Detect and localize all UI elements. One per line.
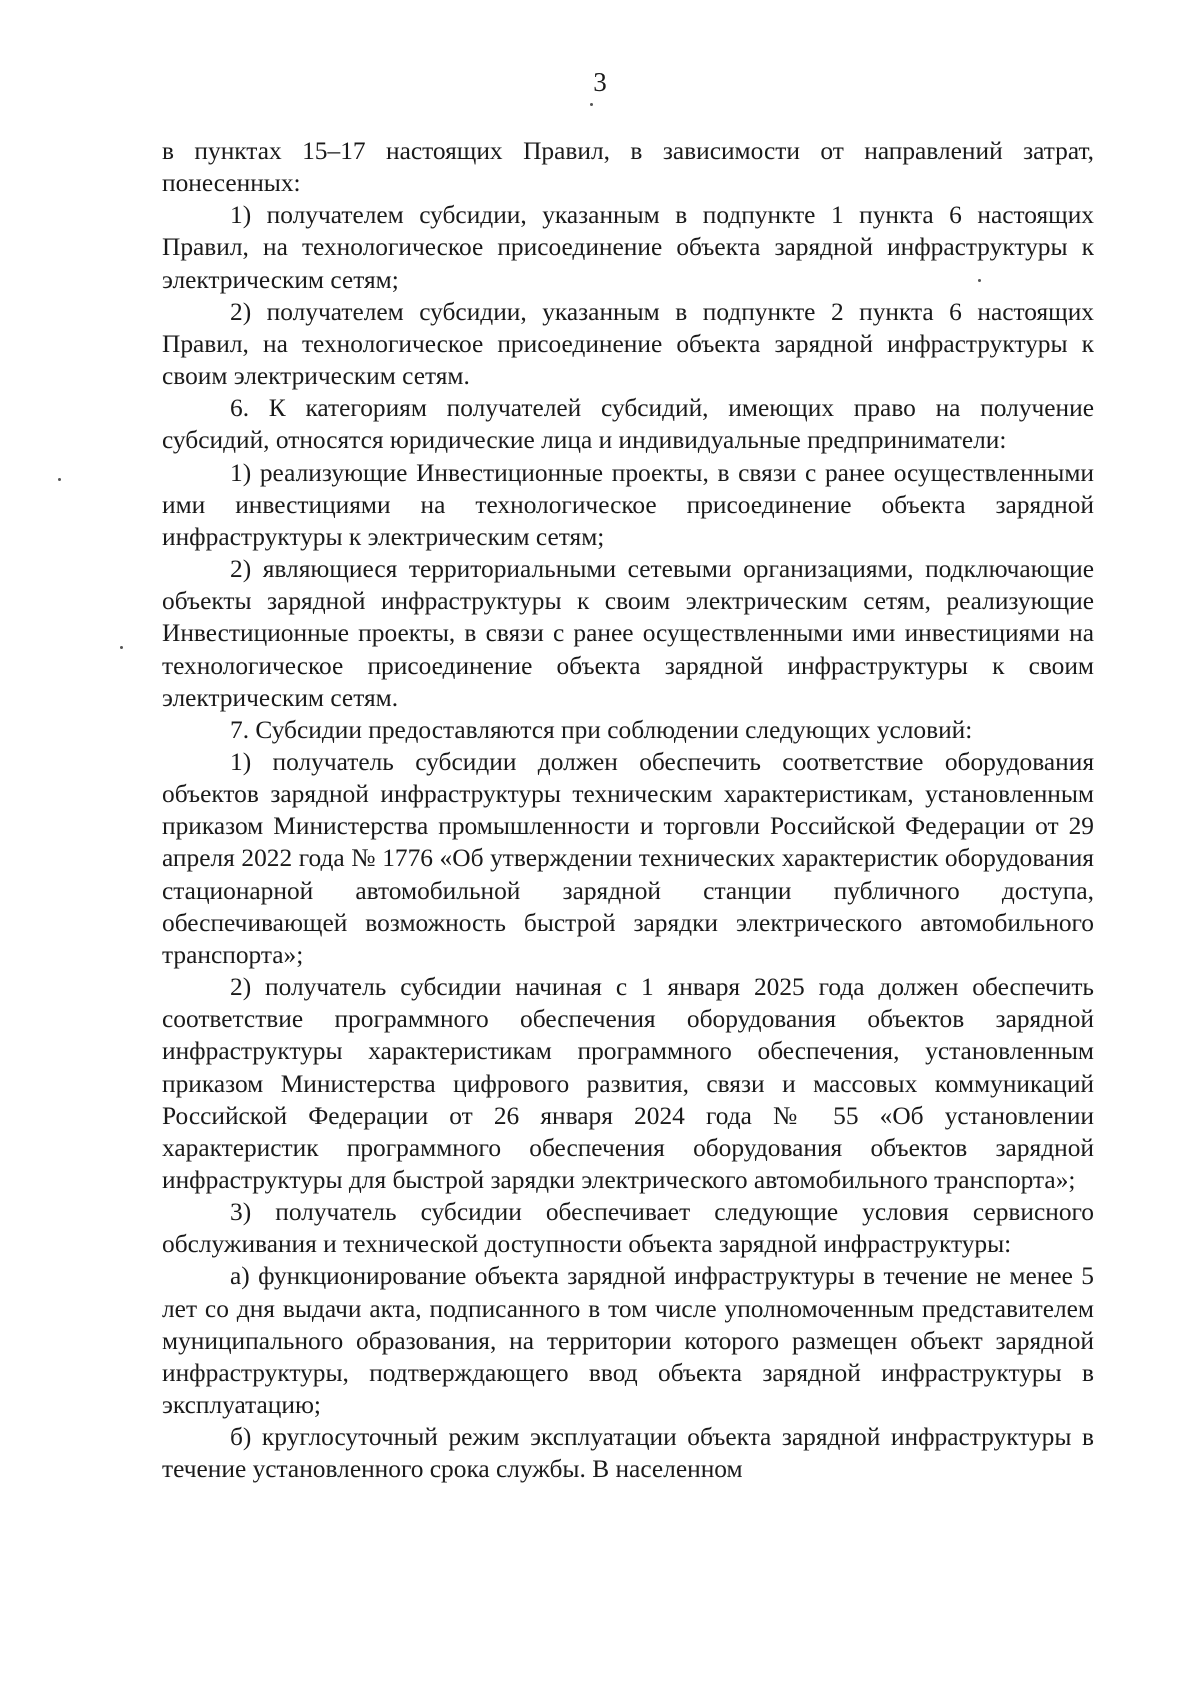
paragraph-item-7-subitem-3: 3) получатель субсидии обеспечивает следующие условия сервисного обслуживания и технической доступности объекта зарядной инфраструктуры: [162,1198,1094,1259]
paragraph-subitem-2: 2) получателем субсидии, указанным в подпункте 2 пункта 6 настоящих Правил, на технологическое присоединение объекта зарядной инфраструктуры к своим электрическим сетям. [162,297,1094,391]
document-body [162,135,1094,1486]
page-number: 3 [593,67,607,97]
paragraph-item-7-subitem-3a: а) функционирование объекта зарядной инфраструктуры в течение не менее 5 лет со дня выдачи акта, подписанного в том числе уполномоченным представителем муниципального образования, на территории которого размещен объект зарядной инфраструктуры, подтверждающего ввод объекта зарядной инфраструктуры в эксплуатацию; [162,1262,1094,1420]
scan-speck [58,478,61,481]
paragraph-item-6: 6. К категориям получателей субсидий, имеющих право на получение субсидий, относятся юридические лица и индивидуальные предприниматели: [162,394,1094,455]
paragraph-subitem-1: 1) получателем субсидии, указанным в подпункте 1 пункта 6 настоящих Правил, на технологическое присоединение объекта зарядной инфраструктуры к электрическим сетям; [162,201,1094,294]
scan-speck [590,103,593,106]
paragraph-item-7-subitem-3b: б) круглосуточный режим эксплуатации объекта зарядной инфраструктуры в течение установленного срока службы. В населенном [162,1423,1094,1484]
paragraph-item-7-subitem-2: 2) получатель субсидии начиная с 1 января 2025 года должен обеспечить соответствие программного обеспечения оборудования объектов зарядной инфраструктуры характеристикам программного обеспечения, установленным приказом Министерства цифрового развития, связи и массовых коммуникаций Российской Федерации от 26 января 2024 года № 55 «Об установлении характеристик программного обеспечения оборудования объектов зарядной инфраструктуры для быстрой зарядки электрического автомобильного транспорта»; [162,973,1094,1194]
scan-speck [120,646,123,649]
paragraph-item-7-subitem-1: 1) получатель субсидии должен обеспечить соответствие оборудования объектов зарядной инфраструктуры техническим характеристикам, установленным приказом Министерства промышленности и торговли Российской Федерации от 29 апреля 2022 года № 1776 «Об утверждении технических характеристик оборудования стационарной автомобильной зарядной станции публичного доступа, обеспечивающей возможность быстрой зарядки электрического автомобильного транспорта»; [162,747,1094,969]
paragraph-item-6-subitem-1: 1) реализующие Инвестиционные проекты, в связи с ранее осуществленными ими инвестициями на технологическое присоединение объекта зарядной инфраструктуры к электрическим сетям; [162,458,1094,551]
paragraph-continuation: в пунктах 15–17 настоящих Правил, в зависимости от направлений затрат, понесенных: [162,137,1094,198]
paragraph-item-7: 7. Субсидии предоставляются при соблюдении следующих условий: [230,715,973,744]
paragraph-item-6-subitem-2: 2) являющиеся территориальными сетевыми организациями, подключающие объекты зарядной инфраструктуры к своим электрическим сетям, реализующие Инвестиционные проекты, в связи с ранее осуществленными ими инвестициями на технологическое присоединение объекта зарядной инфраструктуры к своим электрическим сетям. [162,555,1094,712]
scan-speck [978,279,981,282]
